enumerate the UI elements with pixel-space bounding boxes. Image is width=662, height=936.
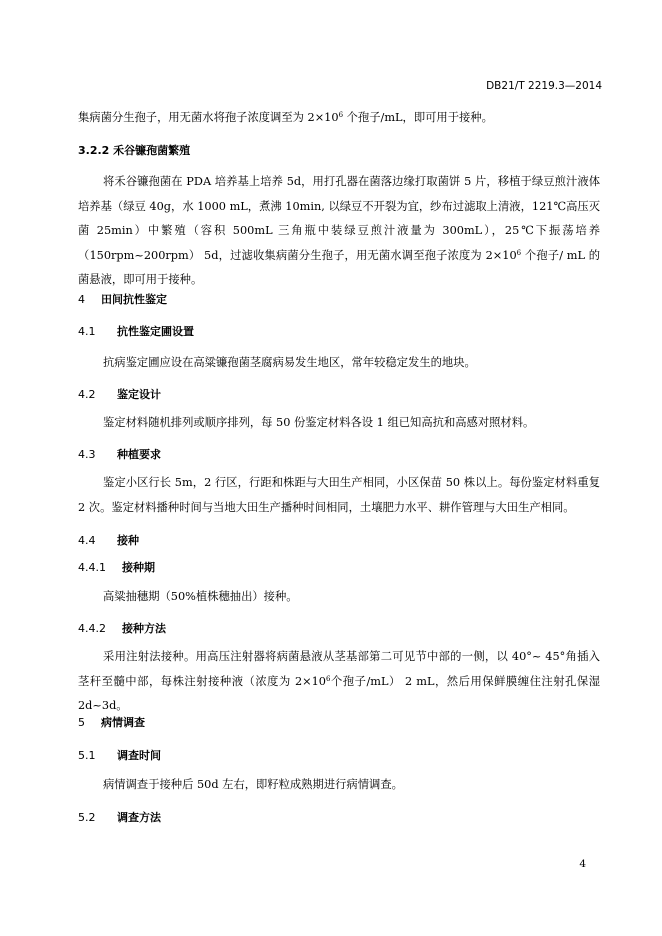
heading-text: 抗性鉴定圃设置 <box>117 325 194 338</box>
heading-4-4 <box>78 532 600 548</box>
heading-text: 鉴定设计 <box>117 388 161 401</box>
page-number: 4 <box>579 858 586 870</box>
heading-4 <box>78 291 600 307</box>
heading-text: 3.2.2 禾谷镰孢菌繁殖 <box>78 144 191 157</box>
heading-text: 接种方法 <box>122 622 166 635</box>
superscript: 6 <box>325 674 331 683</box>
heading-5-2 <box>78 809 600 825</box>
paragraph-fusarium-propagation <box>78 170 600 293</box>
heading-number: 4.4.2 <box>78 622 106 635</box>
heading-number: 4.4 <box>78 534 96 547</box>
heading-number: 4.2 <box>78 388 96 401</box>
heading-text: 接种期 <box>122 561 155 574</box>
heading-text: 接种 <box>117 534 139 547</box>
standard-code: DB21/T 2219.3—2014 <box>486 80 602 92</box>
paragraph-4-4-1: 高粱抽穗期（50%植株穗抽出）接种。 <box>103 590 298 603</box>
paragraph-5-1: 病情调查于接种后 50d 左右，即籽粒成熟期进行病情调查。 <box>103 778 403 791</box>
text-run: 将禾谷镰孢菌在 PDA 培养基上培养 5d，用打孔器在菌落边缘打取菌饼 5 片，移植于绿豆煎汁液体培养基（绿豆 40g，水 1000 mL，煮沸 10min, 以绿豆不开裂为宜，纱布过滤取上清液，121℃高压灭菌 25min）中繁殖（容积 500mL 三角瓶中装绿豆煎汁液量为 300mL），25℃下振荡培养（150rpm~200rpm） 5d，过滤收集病菌分生孢子，用无菌水调至孢子浓度为 2×10 <box>78 175 600 262</box>
heading-5-1 <box>78 747 600 763</box>
text-run: 个孢子/mL，即可用于接种。 <box>343 111 493 124</box>
superscript: 6 <box>516 248 522 257</box>
heading-number: 4.3 <box>78 448 96 461</box>
heading-text: 病情调查 <box>101 716 145 729</box>
heading-text: 调查方法 <box>117 811 161 824</box>
text-run: 个孢子/ mL 的菌悬液，即可用于接种。 <box>78 248 600 286</box>
heading-number: 5 <box>78 716 85 729</box>
paragraph-4-3: 鉴定小区行长 5m，2 行区，行距和株距与大田生产相同，小区保苗 50 株以上。每份鉴定材料重复 2 次。鉴定材料播种时间与当地大田生产播种时间相同，土壤肥力水平、耕作管理与大田生产相同。 <box>78 476 600 514</box>
paragraph-4-1: 抗病鉴定圃应设在高粱镰孢菌茎腐病易发生地区，常年较稳定发生的地块。 <box>103 356 476 369</box>
heading-text: 田间抗性鉴定 <box>101 293 167 306</box>
heading-number: 5.1 <box>78 749 96 762</box>
heading-5 <box>78 714 600 730</box>
heading-number: 4.4.1 <box>78 561 106 574</box>
heading-3-2-2 <box>78 142 600 158</box>
heading-4-3 <box>78 446 600 462</box>
heading-number: 4 <box>78 293 85 306</box>
text-run: 集病菌分生孢子，用无菌水将孢子浓度调至为 2×10 <box>78 111 339 124</box>
superscript: 6 <box>338 111 344 119</box>
heading-4-1 <box>78 323 600 339</box>
heading-number: 4.1 <box>78 325 96 338</box>
paragraph-spore-concentration <box>78 106 600 131</box>
heading-4-2 <box>78 386 600 402</box>
paragraph-4-4-2 <box>78 645 600 719</box>
heading-text: 种植要求 <box>117 448 161 461</box>
text-run: 采用注射法接种。用高压注射器将病菌悬液从茎基部第二可见节中部的一侧，以 40°~ 45°角插入茎秆至髓中部，每株注射接种液（浓度为 2×10 <box>78 650 600 688</box>
heading-number: 5.2 <box>78 811 96 824</box>
heading-4-4-2 <box>78 620 600 636</box>
heading-text: 调查时间 <box>117 749 161 762</box>
text-run: 个孢子/mL） 2 mL，然后用保鲜膜缠住注射孔保湿 2d~3d。 <box>78 674 600 712</box>
heading-4-4-1 <box>78 559 600 575</box>
paragraph-4-2: 鉴定材料随机排列或顺序排列，每 50 份鉴定材料各设 1 组已知高抗和高感对照材料。 <box>103 416 535 429</box>
